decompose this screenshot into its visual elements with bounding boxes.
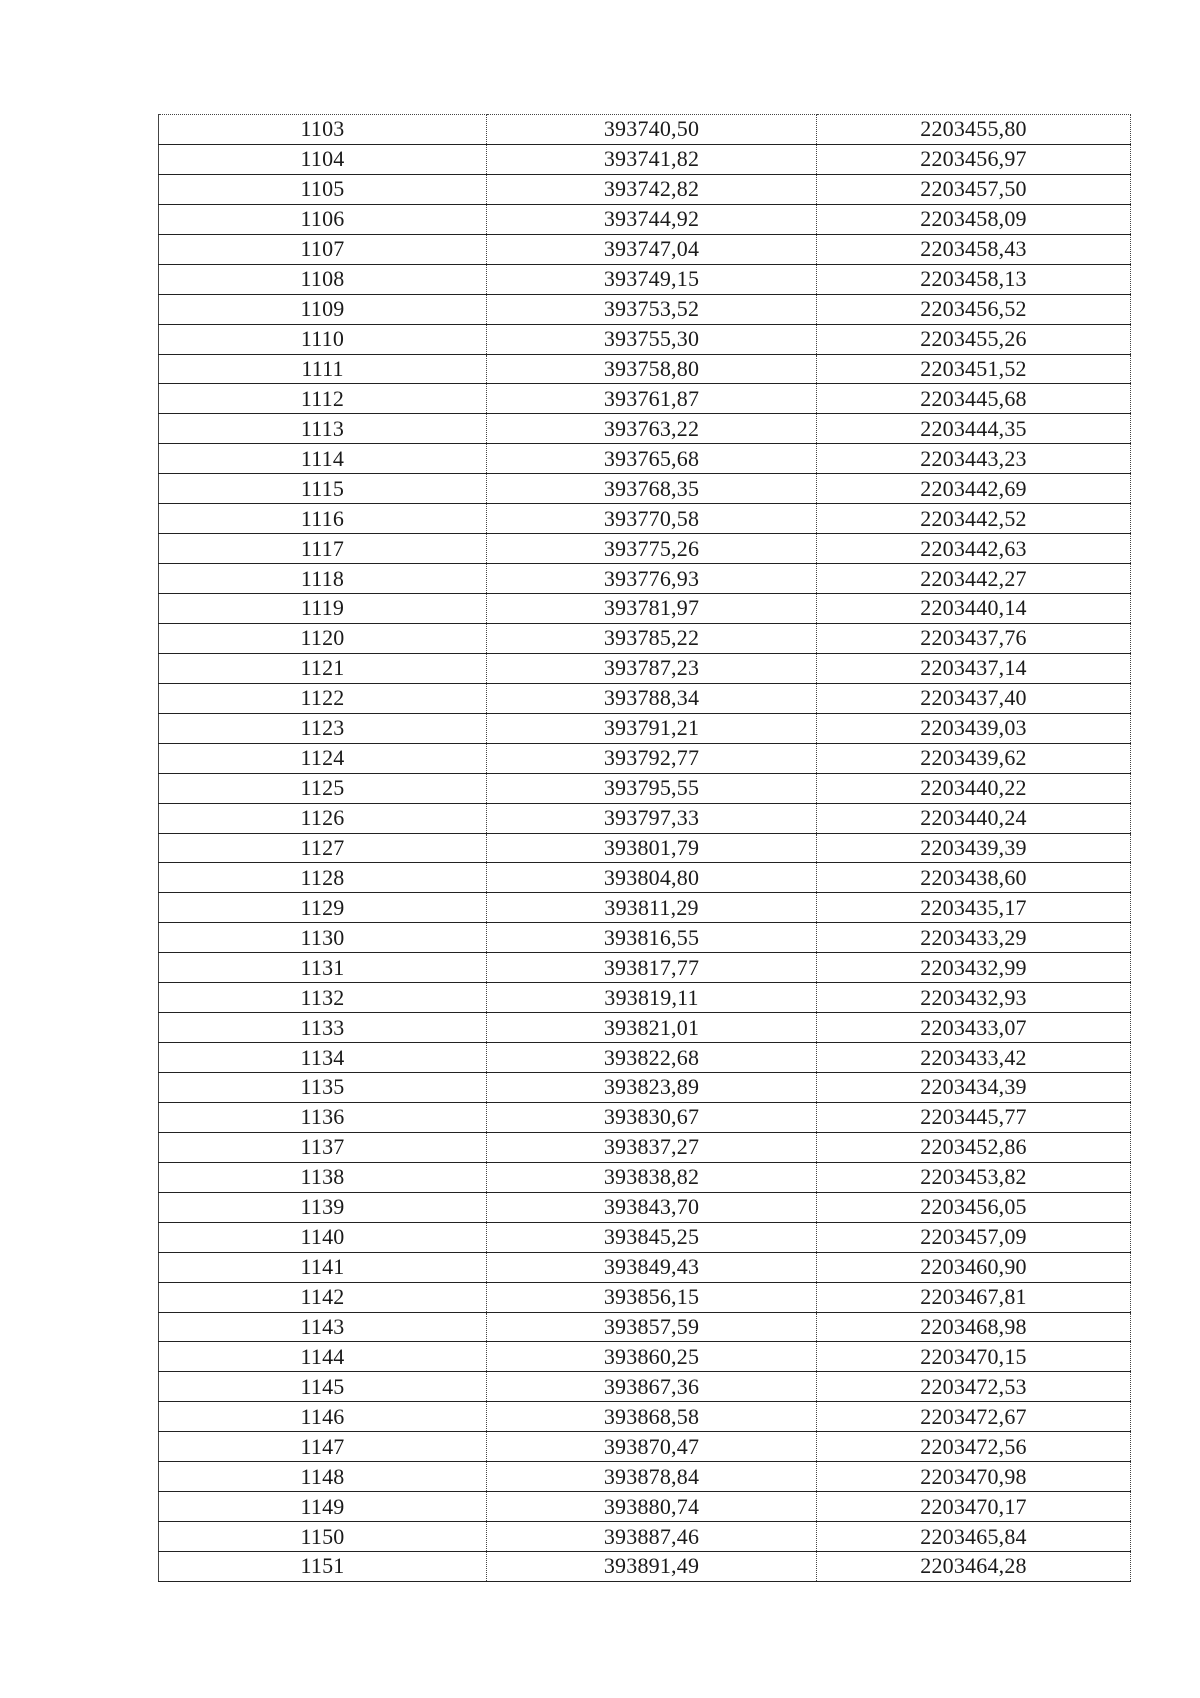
x-coordinate-cell: 393755,30: [487, 324, 817, 354]
x-coordinate-cell: 393860,25: [487, 1342, 817, 1372]
table-row: [159, 204, 1131, 234]
x-coordinate-cell: 393788,34: [487, 683, 817, 713]
x-coordinate-cell: 393837,27: [487, 1132, 817, 1162]
point-number-cell: 1141: [159, 1252, 487, 1282]
y-coordinate-cell: 2203464,28: [817, 1552, 1131, 1582]
table-row: [159, 534, 1131, 564]
x-coordinate-cell: 393887,46: [487, 1522, 817, 1552]
y-coordinate-cell: 2203433,42: [817, 1043, 1131, 1073]
x-coordinate-cell: 393749,15: [487, 264, 817, 294]
table-row: [159, 623, 1131, 653]
point-number-cell: 1137: [159, 1132, 487, 1162]
table-row: [159, 893, 1131, 923]
x-coordinate-cell: 393845,25: [487, 1222, 817, 1252]
point-number-cell: 1131: [159, 953, 487, 983]
point-number-cell: 1138: [159, 1162, 487, 1192]
table-row: [159, 1222, 1131, 1252]
y-coordinate-cell: 2203470,17: [817, 1492, 1131, 1522]
y-coordinate-cell: 2203453,82: [817, 1162, 1131, 1192]
x-coordinate-cell: 393785,22: [487, 623, 817, 653]
y-coordinate-cell: 2203467,81: [817, 1282, 1131, 1312]
table-row: [159, 953, 1131, 983]
y-coordinate-cell: 2203455,80: [817, 115, 1131, 145]
point-number-cell: 1151: [159, 1552, 487, 1582]
table-row: [159, 474, 1131, 504]
y-coordinate-cell: 2203458,43: [817, 234, 1131, 264]
y-coordinate-cell: 2203440,24: [817, 803, 1131, 833]
y-coordinate-cell: 2203455,26: [817, 324, 1131, 354]
table-row: [159, 1372, 1131, 1402]
y-coordinate-cell: 2203433,07: [817, 1013, 1131, 1043]
point-number-cell: 1104: [159, 144, 487, 174]
point-number-cell: 1146: [159, 1402, 487, 1432]
point-number-cell: 1121: [159, 653, 487, 683]
point-number-cell: 1122: [159, 683, 487, 713]
y-coordinate-cell: 2203443,23: [817, 444, 1131, 474]
point-number-cell: 1135: [159, 1073, 487, 1103]
y-coordinate-cell: 2203458,13: [817, 264, 1131, 294]
y-coordinate-cell: 2203442,69: [817, 474, 1131, 504]
table-row: [159, 264, 1131, 294]
point-number-cell: 1103: [159, 115, 487, 145]
y-coordinate-cell: 2203442,52: [817, 504, 1131, 534]
point-number-cell: 1124: [159, 743, 487, 773]
table-row: [159, 983, 1131, 1013]
table-row: [159, 414, 1131, 444]
y-coordinate-cell: 2203456,05: [817, 1192, 1131, 1222]
y-coordinate-cell: 2203434,39: [817, 1073, 1131, 1103]
y-coordinate-cell: 2203432,99: [817, 953, 1131, 983]
table-row: [159, 1312, 1131, 1342]
x-coordinate-cell: 393891,49: [487, 1552, 817, 1582]
x-coordinate-cell: 393816,55: [487, 923, 817, 953]
table-row: [159, 833, 1131, 863]
x-coordinate-cell: 393763,22: [487, 414, 817, 444]
point-number-cell: 1116: [159, 504, 487, 534]
x-coordinate-cell: 393797,33: [487, 803, 817, 833]
x-coordinate-cell: 393753,52: [487, 294, 817, 324]
point-number-cell: 1139: [159, 1192, 487, 1222]
x-coordinate-cell: 393791,21: [487, 713, 817, 743]
table-row: [159, 324, 1131, 354]
y-coordinate-cell: 2203458,09: [817, 204, 1131, 234]
y-coordinate-cell: 2203457,50: [817, 174, 1131, 204]
x-coordinate-cell: 393868,58: [487, 1402, 817, 1432]
y-coordinate-cell: 2203438,60: [817, 863, 1131, 893]
table-row: [159, 1282, 1131, 1312]
point-number-cell: 1119: [159, 594, 487, 624]
x-coordinate-cell: 393781,97: [487, 594, 817, 624]
y-coordinate-cell: 2203445,77: [817, 1102, 1131, 1132]
y-coordinate-cell: 2203437,40: [817, 683, 1131, 713]
x-coordinate-cell: 393761,87: [487, 384, 817, 414]
y-coordinate-cell: 2203470,15: [817, 1342, 1131, 1372]
point-number-cell: 1150: [159, 1522, 487, 1552]
table-row: [159, 923, 1131, 953]
x-coordinate-cell: 393747,04: [487, 234, 817, 264]
coordinates-table: [158, 114, 1131, 1582]
point-number-cell: 1132: [159, 983, 487, 1013]
table-row: [159, 115, 1131, 145]
point-number-cell: 1127: [159, 833, 487, 863]
y-coordinate-cell: 2203442,27: [817, 564, 1131, 594]
point-number-cell: 1130: [159, 923, 487, 953]
point-number-cell: 1144: [159, 1342, 487, 1372]
x-coordinate-cell: 393849,43: [487, 1252, 817, 1282]
table-row: [159, 564, 1131, 594]
x-coordinate-cell: 393740,50: [487, 115, 817, 145]
x-coordinate-cell: 393819,11: [487, 983, 817, 1013]
x-coordinate-cell: 393838,82: [487, 1162, 817, 1192]
y-coordinate-cell: 2203437,76: [817, 623, 1131, 653]
table-row: [159, 504, 1131, 534]
y-coordinate-cell: 2203470,98: [817, 1462, 1131, 1492]
y-coordinate-cell: 2203472,56: [817, 1432, 1131, 1462]
point-number-cell: 1140: [159, 1222, 487, 1252]
y-coordinate-cell: 2203439,39: [817, 833, 1131, 863]
point-number-cell: 1147: [159, 1432, 487, 1462]
y-coordinate-cell: 2203437,14: [817, 653, 1131, 683]
table-row: [159, 1402, 1131, 1432]
x-coordinate-cell: 393856,15: [487, 1282, 817, 1312]
x-coordinate-cell: 393843,70: [487, 1192, 817, 1222]
y-coordinate-cell: 2203472,67: [817, 1402, 1131, 1432]
point-number-cell: 1148: [159, 1462, 487, 1492]
point-number-cell: 1123: [159, 713, 487, 743]
table-row: [159, 1522, 1131, 1552]
x-coordinate-cell: 393821,01: [487, 1013, 817, 1043]
y-coordinate-cell: 2203472,53: [817, 1372, 1131, 1402]
table-row: [159, 294, 1131, 324]
table-row: [159, 1043, 1131, 1073]
table-row: [159, 1073, 1131, 1103]
x-coordinate-cell: 393823,89: [487, 1073, 817, 1103]
coordinates-table-body: [159, 115, 1131, 1582]
point-number-cell: 1108: [159, 264, 487, 294]
point-number-cell: 1136: [159, 1102, 487, 1132]
table-row: [159, 354, 1131, 384]
point-number-cell: 1133: [159, 1013, 487, 1043]
point-number-cell: 1145: [159, 1372, 487, 1402]
x-coordinate-cell: 393857,59: [487, 1312, 817, 1342]
point-number-cell: 1113: [159, 414, 487, 444]
point-number-cell: 1134: [159, 1043, 487, 1073]
y-coordinate-cell: 2203439,62: [817, 743, 1131, 773]
table-row: [159, 1102, 1131, 1132]
table-row: [159, 174, 1131, 204]
x-coordinate-cell: 393811,29: [487, 893, 817, 923]
y-coordinate-cell: 2203452,86: [817, 1132, 1131, 1162]
point-number-cell: 1125: [159, 773, 487, 803]
table-row: [159, 444, 1131, 474]
point-number-cell: 1110: [159, 324, 487, 354]
table-row: [159, 683, 1131, 713]
y-coordinate-cell: 2203444,35: [817, 414, 1131, 444]
x-coordinate-cell: 393770,58: [487, 504, 817, 534]
y-coordinate-cell: 2203457,09: [817, 1222, 1131, 1252]
point-number-cell: 1149: [159, 1492, 487, 1522]
point-number-cell: 1118: [159, 564, 487, 594]
table-row: [159, 743, 1131, 773]
y-coordinate-cell: 2203439,03: [817, 713, 1131, 743]
point-number-cell: 1129: [159, 893, 487, 923]
table-row: [159, 1162, 1131, 1192]
point-number-cell: 1126: [159, 803, 487, 833]
x-coordinate-cell: 393744,92: [487, 204, 817, 234]
point-number-cell: 1120: [159, 623, 487, 653]
y-coordinate-cell: 2203442,63: [817, 534, 1131, 564]
table-row: [159, 863, 1131, 893]
table-row: [159, 1342, 1131, 1372]
y-coordinate-cell: 2203445,68: [817, 384, 1131, 414]
point-number-cell: 1111: [159, 354, 487, 384]
x-coordinate-cell: 393822,68: [487, 1043, 817, 1073]
y-coordinate-cell: 2203468,98: [817, 1312, 1131, 1342]
x-coordinate-cell: 393804,80: [487, 863, 817, 893]
y-coordinate-cell: 2203433,29: [817, 923, 1131, 953]
x-coordinate-cell: 393765,68: [487, 444, 817, 474]
table-row: [159, 384, 1131, 414]
x-coordinate-cell: 393870,47: [487, 1432, 817, 1462]
table-row: [159, 594, 1131, 624]
x-coordinate-cell: 393741,82: [487, 144, 817, 174]
y-coordinate-cell: 2203451,52: [817, 354, 1131, 384]
x-coordinate-cell: 393878,84: [487, 1462, 817, 1492]
point-number-cell: 1117: [159, 534, 487, 564]
y-coordinate-cell: 2203456,97: [817, 144, 1131, 174]
x-coordinate-cell: 393792,77: [487, 743, 817, 773]
table-row: [159, 1252, 1131, 1282]
x-coordinate-cell: 393768,35: [487, 474, 817, 504]
y-coordinate-cell: 2203456,52: [817, 294, 1131, 324]
y-coordinate-cell: 2203440,22: [817, 773, 1131, 803]
table-row: [159, 234, 1131, 264]
point-number-cell: 1143: [159, 1312, 487, 1342]
point-number-cell: 1105: [159, 174, 487, 204]
y-coordinate-cell: 2203465,84: [817, 1522, 1131, 1552]
x-coordinate-cell: 393776,93: [487, 564, 817, 594]
table-row: [159, 1552, 1131, 1582]
point-number-cell: 1128: [159, 863, 487, 893]
point-number-cell: 1114: [159, 444, 487, 474]
point-number-cell: 1115: [159, 474, 487, 504]
table-row: [159, 1013, 1131, 1043]
point-number-cell: 1109: [159, 294, 487, 324]
x-coordinate-cell: 393795,55: [487, 773, 817, 803]
y-coordinate-cell: 2203440,14: [817, 594, 1131, 624]
x-coordinate-cell: 393787,23: [487, 653, 817, 683]
y-coordinate-cell: 2203435,17: [817, 893, 1131, 923]
table-row: [159, 1432, 1131, 1462]
table-row: [159, 653, 1131, 683]
table-row: [159, 1192, 1131, 1222]
x-coordinate-cell: 393801,79: [487, 833, 817, 863]
point-number-cell: 1112: [159, 384, 487, 414]
x-coordinate-cell: 393880,74: [487, 1492, 817, 1522]
x-coordinate-cell: 393775,26: [487, 534, 817, 564]
point-number-cell: 1106: [159, 204, 487, 234]
table-row: [159, 713, 1131, 743]
point-number-cell: 1142: [159, 1282, 487, 1312]
table-row: [159, 1462, 1131, 1492]
x-coordinate-cell: 393867,36: [487, 1372, 817, 1402]
x-coordinate-cell: 393830,67: [487, 1102, 817, 1132]
table-row: [159, 803, 1131, 833]
y-coordinate-cell: 2203460,90: [817, 1252, 1131, 1282]
table-row: [159, 1492, 1131, 1522]
point-number-cell: 1107: [159, 234, 487, 264]
x-coordinate-cell: 393817,77: [487, 953, 817, 983]
table-row: [159, 144, 1131, 174]
table-row: [159, 773, 1131, 803]
x-coordinate-cell: 393758,80: [487, 354, 817, 384]
x-coordinate-cell: 393742,82: [487, 174, 817, 204]
y-coordinate-cell: 2203432,93: [817, 983, 1131, 1013]
table-row: [159, 1132, 1131, 1162]
